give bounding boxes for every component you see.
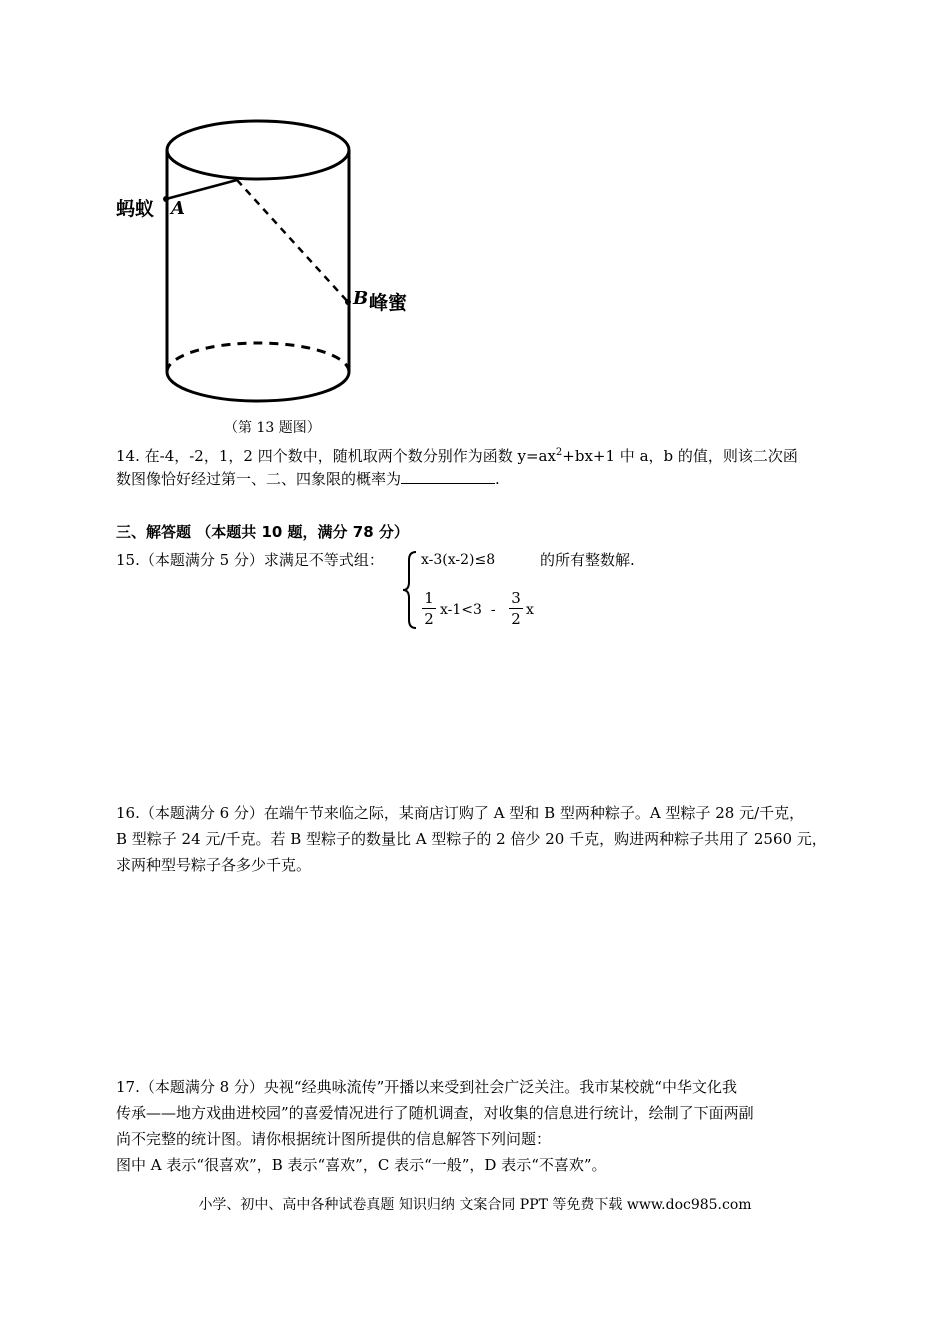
path-rim-to-b [237, 180, 348, 302]
q17-line2: 传承——地方戏曲进校园”的喜爱情况进行了随机调查，对收集的信息进行统计，绘制了下面两副 [116, 1104, 754, 1122]
q15-fraction-2 [509, 589, 523, 628]
q14-answer-blank[interactable] [401, 469, 495, 484]
cylinder-bottom-back [167, 343, 349, 372]
q16-line1: 16.（本题满分 6 分）在端午节来临之际，某商店订购了 A 型和 B 型两种粽子。A 型粽子 28 元/千克， [116, 804, 805, 822]
point-b-dot [345, 299, 351, 305]
label-ant: 蚂蚁 [116, 198, 155, 220]
label-honey: 峰蜜 [369, 292, 408, 314]
q16-line3: 求两种型号粽子各多少千克。 [116, 856, 312, 874]
path-a-to-rim [166, 180, 237, 199]
q14-line1-pre: 14. 在-4，-2，1，2 四个数中，随机取两个数分别作为函数 y=ax [116, 447, 556, 465]
q15-prefix: 15.（本题满分 5 分）求满足不等式组： [116, 551, 384, 569]
q15-frac2-den: 2 [511, 610, 521, 628]
q14-superscript: 2 [555, 447, 563, 458]
q15-suffix: 的所有整数解. [540, 551, 635, 569]
q14-line2-text: 数图像恰好经过第一、二、四象限的概率为 [116, 470, 402, 488]
q17-line3: 尚不完整的统计图。请你根据统计图所提供的信息解答下列问题： [116, 1130, 552, 1148]
q15-inequality-2-end: x [526, 602, 534, 618]
label-point-a: A [171, 198, 185, 219]
q14-line2-end: . [495, 470, 500, 488]
q15-frac1-num: 1 [424, 589, 434, 607]
system-brace [400, 550, 420, 630]
q14-line1 [116, 443, 798, 466]
q15-fraction-1 [422, 589, 436, 628]
cylinder-top-ellipse [167, 121, 349, 179]
q17-line4: 图中 A 表示“很喜欢”，B 表示“喜欢”，C 表示“一般”，D 表示“不喜欢”。 [116, 1156, 607, 1174]
q14-line1-post: +bx+1 中 a，b 的值，则该二次函 [562, 447, 798, 465]
q15-frac2-num: 3 [511, 589, 521, 607]
q15-inequality-2-mid: x-1<3 - [440, 602, 496, 618]
q14-line2 [116, 469, 500, 489]
cylinder-figure [100, 110, 440, 420]
q17-line1: 17.（本题满分 8 分）央视“经典咏流传”开播以来受到社会广泛关注。我市某校就“中华文化我 [116, 1078, 737, 1096]
q15-inequality-1: x-3(x-2)≤8 [421, 552, 496, 568]
section-title: 三、解答题 （本题共 10 题，满分 78 分） [116, 523, 409, 541]
label-point-b: B [353, 288, 369, 309]
cylinder-bottom-front [167, 372, 349, 401]
q16-line2: B 型粽子 24 元/千克。若 B 型粽子的数量比 A 型粽子的 2 倍少 20 千克，购进两种粽子共用了 2560 元， [116, 830, 827, 848]
figure-caption: （第 13 题图） [224, 420, 321, 436]
q15-frac1-den: 2 [424, 610, 434, 628]
page-footer: 小学、初中、高中各种试卷真题 知识归纳 文案合同 PPT 等免费下载 www.doc985.com [198, 1197, 752, 1213]
